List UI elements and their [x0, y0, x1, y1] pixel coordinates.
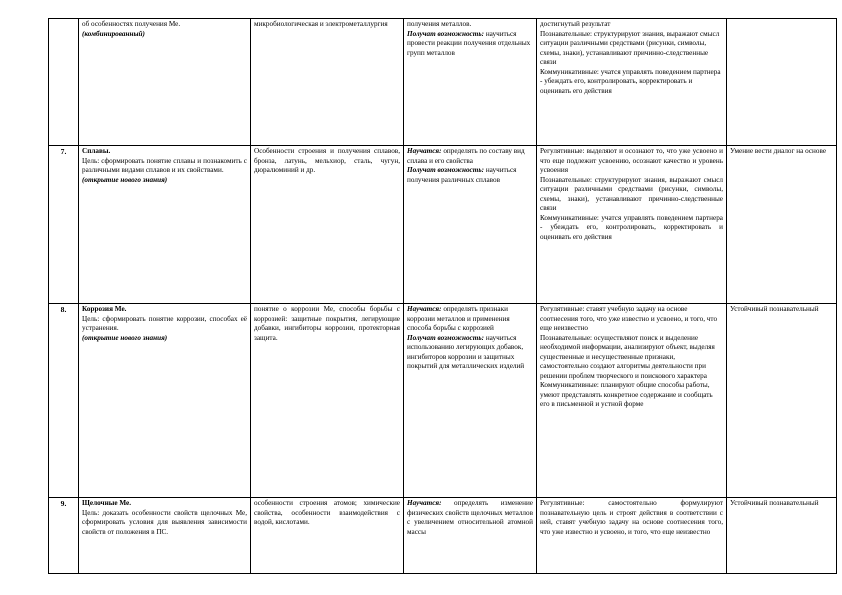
lesson-type: (комбинированный) [82, 29, 145, 38]
meta-item: Познавательные: осуществляют поиск и выделение необходимой информации, анализируют объект, выделяя существенные и несущественные признаки, самостоятельно создают алгоритмы деятельности при решении проблем творческого и поискового характера [540, 333, 715, 380]
row-number-cell: 7. [49, 146, 79, 304]
personal-results-cell [727, 19, 837, 146]
subject-item: Получат возможность: научиться использованию легирующих добавок, ингибиторов коррозии и защитных покрытий для металлических изделий [407, 333, 525, 370]
table-row [49, 146, 837, 304]
subject-results-cell [404, 304, 537, 498]
table-row [49, 19, 837, 146]
subject-results-cell [404, 498, 537, 574]
subject-results-cell [404, 146, 537, 304]
subject-item: Получат возможность: научиться получения различных сплавов [407, 166, 517, 184]
meta-item: Познавательные: структурируют знания, выражают смысл ситуации различными средствами (рисунки, символы, схемы, знаки), устанавливают причинно-следственные связи [540, 29, 720, 66]
personal-results-cell: Устойчивый познавательный [727, 304, 837, 498]
meta-item: Регулятивные: выделяют и осознают то, что уже усвоено и что еще подлежит усвоению, осознают качество и уровень усвоения [540, 147, 723, 174]
meta-item: Коммуникативные: планируют общие способы работы, умеют представлять конкретное содержание и сообщать его в письменной и устной форме [540, 381, 713, 408]
subject-item: Научатся: определять по составу вид сплава и его свойства [407, 147, 525, 165]
meta-item: Регулятивные: ставят учебную задачу на основе соотнесения того, что уже известно и усвоено, и того, что еще неизвестно [540, 305, 718, 332]
personal-results-cell: Умение вести диалог на основе [727, 146, 837, 304]
subject-item: получения металлов. [407, 20, 472, 28]
content-cell: Особенности строения и получения сплавов, бронза, латунь, мельхиор, сталь, чугун, дюралюминий и др. [251, 146, 404, 304]
lesson-type: (открытие нового знания) [82, 175, 168, 184]
lesson-goal: Цель: сформировать понятие сплавы и познакомить с различными видами сплавов и их свойствами. [82, 156, 247, 174]
lesson-title: Щелочные Ме. [82, 499, 131, 507]
meta-results-cell [537, 146, 727, 304]
lesson-cell [79, 304, 251, 498]
row-number-cell: 9. [49, 498, 79, 574]
thematic-plan-table [48, 18, 837, 574]
row-number-cell: 8. [49, 304, 79, 498]
subject-item: Научатся: определять изменение физических свойств щелочных металлов с увеличением относительной атомной массы [407, 499, 533, 536]
meta-results-cell [537, 304, 727, 498]
content-cell: особенности строения атомов; химические свойства, особенности взаимодействия с водой, кислотами. [251, 498, 404, 574]
meta-item: Коммуникативные: учатся управлять поведением партнера - убеждать его, контролировать, корректировать и оценивать его действия [540, 67, 721, 95]
meta-item: достигнутый результат [540, 20, 611, 28]
subject-item: Получат возможность: научиться провести реакции получения отдельных групп металлов [407, 29, 531, 57]
lesson-goal: об особенностях получения Ме. [82, 20, 181, 28]
meta-item: Коммуникативные: учатся управлять поведением партнера - убеждать его, контролировать, корректировать и оценивать его действия [540, 213, 723, 241]
content-cell: микробиологическая и электрометаллургия [251, 19, 404, 146]
meta-item: Регулятивные: самостоятельно формулируют познавательную цель и строят действия в соответствии с ней, ставят учебную задачу на основе соотнесения того, что уже известно и усвоено, и того, что еще неизвестно [540, 499, 723, 536]
lesson-type: (открытие нового знания) [82, 333, 168, 342]
table-row [49, 304, 837, 498]
meta-results-cell [537, 498, 727, 574]
lesson-cell [79, 19, 251, 146]
lesson-goal: Цель: сформировать понятие коррозии, способах её устранения. [82, 314, 247, 332]
subject-item: Научатся: определять признаки коррозии металлов и применения способа борьбы с коррозией [407, 305, 510, 332]
personal-results-cell: Устойчивый познавательный [727, 498, 837, 574]
content-cell: понятие о коррозии Ме, способы борьбы с коррозией: защитные покрытия, легирующие добавки, ингибиторы коррозии, протекторная защита. [251, 304, 404, 498]
lesson-goal: Цель: доказать особенности свойств щелочных Ме, сформировать условия для выявления зависимости свойств от положения в ПС. [82, 508, 247, 536]
lesson-title: Сплавы. [82, 147, 111, 155]
lesson-cell [79, 146, 251, 304]
subject-results-cell [404, 19, 537, 146]
lesson-cell [79, 498, 251, 574]
meta-item: Познавательные: структурируют знания, выражают смысл ситуации различными средствами (рисунки, символы, схемы, знаки), устанавливают причинно-следственные связи [540, 175, 723, 212]
meta-results-cell [537, 19, 727, 146]
table-row [49, 498, 837, 574]
lesson-title: Коррозия Ме. [82, 305, 127, 313]
row-number-cell [49, 19, 79, 146]
